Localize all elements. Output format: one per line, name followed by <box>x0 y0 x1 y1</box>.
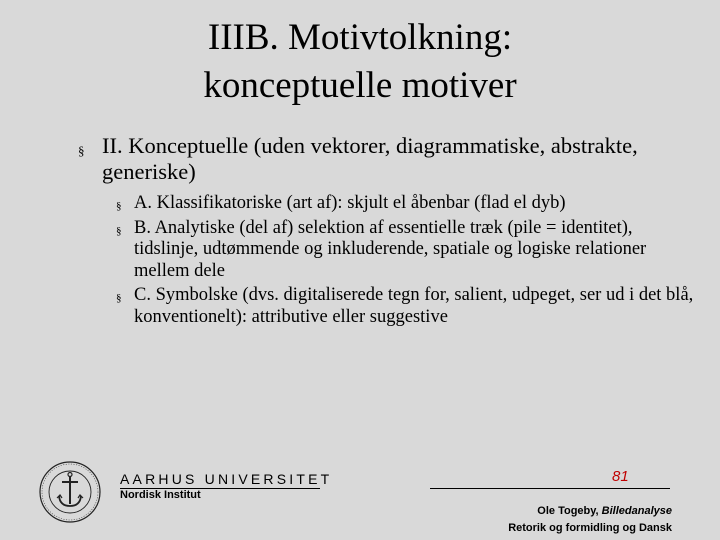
author-line <box>508 503 672 520</box>
footer-credit <box>508 503 672 537</box>
bullet-icon: § <box>116 200 122 212</box>
author-name: Ole Togeby, <box>537 505 599 517</box>
main-bullet <box>78 133 698 185</box>
course-name: Retorik og formidling og Dansk <box>508 522 672 534</box>
page-number: 81 <box>612 468 629 485</box>
department-name: Nordisk Institut <box>120 489 201 501</box>
slide-title <box>0 14 720 110</box>
slide-content <box>78 133 698 331</box>
bullet-icon: § <box>116 224 122 237</box>
sub-bullet-a <box>116 193 698 215</box>
sub-bullet-text: C. Symbolske (dvs. digitaliserede tegn for, salient, udpeget, ser ud i det blå, konventionelt): attributive eller suggestive <box>134 285 694 327</box>
sub-bullet-text: A. Klassifikatoriske (art af): skjult el åbenbar (flad el dyb) <box>134 193 566 213</box>
main-bullet-text: II. Konceptuelle (uden vektorer, diagrammatiske, abstrakte, generiske) <box>102 133 638 184</box>
bullet-icon: § <box>116 292 122 304</box>
title-line-1: IIIB. Motivtolkning: <box>207 17 513 58</box>
book-title: Billedanalyse <box>601 505 672 517</box>
sub-bullet-b <box>116 218 698 283</box>
sub-bullet-list <box>116 193 698 328</box>
sub-bullet-text: B. Analytiske (del af) selektion af essentielle træk (pile = identitet), tidslinje, udtømmende og inkluderende, spatiale og logiske relationer mellem dele <box>134 217 647 281</box>
sub-bullet-c <box>116 285 698 328</box>
university-name: AARHUS UNIVERSITET <box>120 471 333 487</box>
footer-divider-right <box>430 488 670 489</box>
university-seal-icon <box>38 460 102 524</box>
bullet-icon: § <box>78 143 85 158</box>
title-line-2: konceptuelle motiver <box>203 65 517 106</box>
